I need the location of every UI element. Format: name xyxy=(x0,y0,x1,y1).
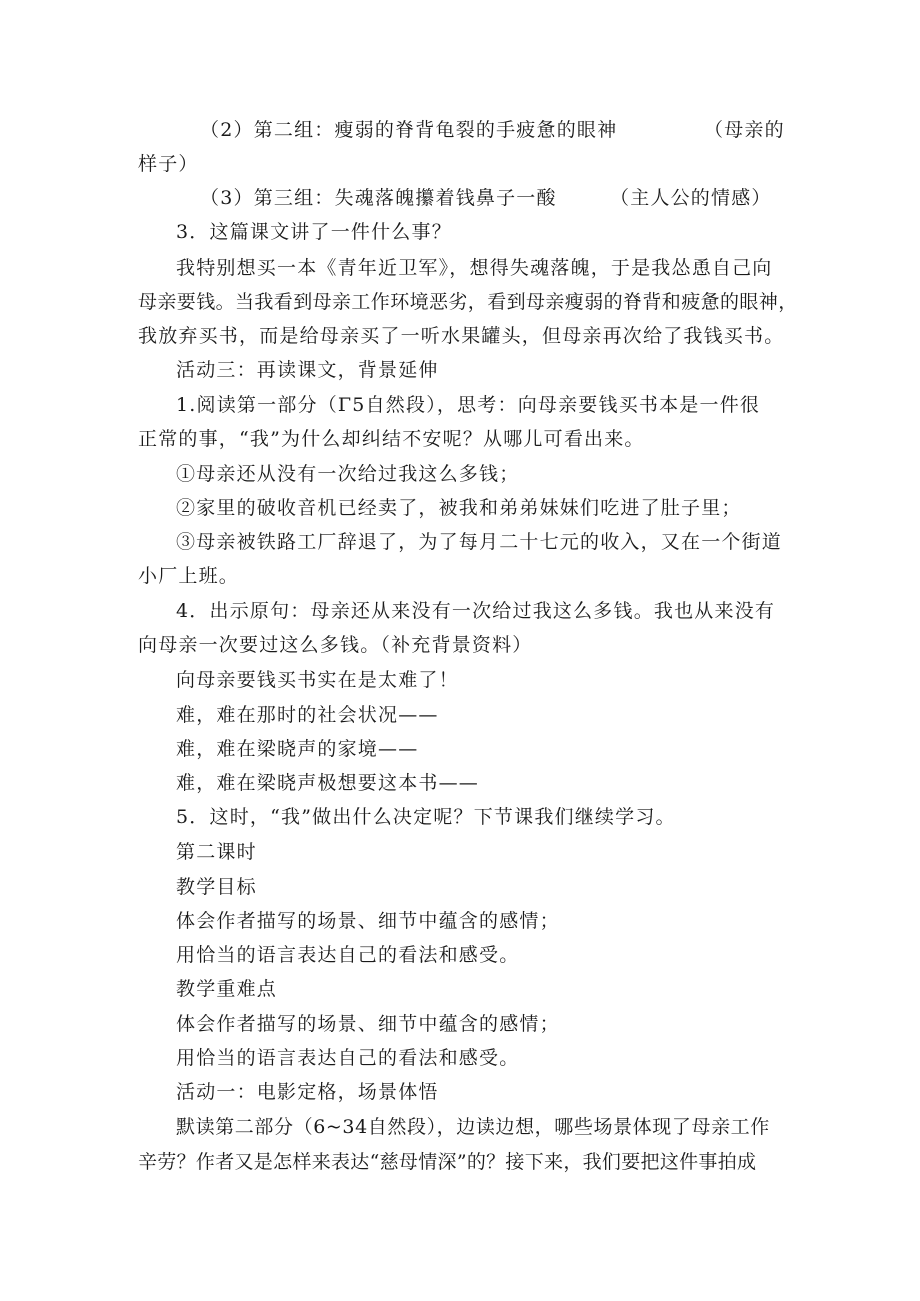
text-line xyxy=(176,256,773,280)
section-heading xyxy=(176,875,257,899)
text-line xyxy=(176,943,519,967)
text-line xyxy=(176,358,439,382)
line-text: 我特别想买一本《青年近卫军》，想得失魂落魄，于是我怂恿自己向 xyxy=(176,257,773,279)
line-text: 体会作者描写的场景、细节中蕴含的感情； xyxy=(176,910,560,932)
line-text: ③母亲被铁路工厂辞退了，为了每月二十七元的收入，又在一个街道 xyxy=(176,531,783,553)
line-text: 样子） xyxy=(138,153,199,175)
line-text: 第二课时 xyxy=(176,841,257,863)
line-text: 用恰当的语言表达自己的看法和感受。 xyxy=(176,1047,520,1069)
text-line xyxy=(176,668,459,692)
text-line xyxy=(138,152,199,176)
text-line xyxy=(138,324,784,348)
text-line xyxy=(704,118,785,142)
line-text: 辛劳？作者又是怎样来表达“慈母情深”的？接下来，我们要把这件事拍成 xyxy=(138,1151,757,1173)
line-text: 5．这时，“我”做出什么决定呢？下节课我们继续学习。 xyxy=(176,806,676,828)
line-text: 体会作者描写的场景、细节中蕴含的感情； xyxy=(176,1013,560,1035)
text-line xyxy=(176,1115,770,1139)
line-text: 母亲要钱。当我看到母亲工作环境恶劣，看到母亲瘦弱的脊背和疲惫的眼神， xyxy=(138,291,798,313)
text-line xyxy=(176,599,775,623)
text-line xyxy=(176,1046,519,1070)
text-line xyxy=(138,290,798,314)
line-text: 向母亲一次要过这么多钱。（补充背景资料） xyxy=(138,634,533,656)
text-line xyxy=(176,462,519,486)
line-text: 用恰当的语言表达自己的看法和感受。 xyxy=(176,944,520,966)
line-text: 我放弃买书，而是给母亲买了一听水果罐头，但母亲再次给了我钱买书。 xyxy=(138,325,785,347)
line-text: （2）第二组：瘦弱的脊背龟裂的手疲惫的眼神 xyxy=(200,119,618,141)
line-text: 活动三：再读课文，背景延伸 xyxy=(176,359,439,381)
text-line xyxy=(138,633,533,657)
line-text: 向母亲要钱买书实在是太难了！ xyxy=(176,669,459,691)
line-text: 活动一：电影定格，场景体悟 xyxy=(176,1081,439,1103)
text-line xyxy=(176,393,760,417)
line-text: 1.阅读第一部分（Γ5自然段），思考：向母亲要钱买书本是一件很 xyxy=(176,394,761,416)
text-line xyxy=(176,805,676,829)
text-line xyxy=(176,737,418,761)
text-line xyxy=(200,118,617,142)
text-line xyxy=(138,427,645,451)
line-text: （3）第三组：失魂落魄攥着钱鼻子一酸 xyxy=(200,187,557,209)
line-text: 正常的事，“我”为什么却纠结不安呢？从哪儿可看出来。 xyxy=(138,428,645,450)
text-line xyxy=(176,909,560,933)
text-line xyxy=(138,564,239,588)
text-line xyxy=(176,771,479,795)
section-heading xyxy=(176,840,257,864)
text-line xyxy=(176,1012,560,1036)
text-line xyxy=(176,530,782,554)
line-text: （主人公的情感） xyxy=(610,187,772,209)
text-line xyxy=(176,220,452,244)
section-heading xyxy=(176,977,277,1001)
line-text: 难，难在梁晓声极想要这本书—— xyxy=(176,772,480,794)
line-text: ①母亲还从没有一次给过我这么多钱； xyxy=(176,463,520,485)
section-heading xyxy=(176,1080,439,1104)
line-text: （母亲的 xyxy=(704,119,785,141)
line-text: 教学重难点 xyxy=(176,978,278,1000)
text-line xyxy=(200,186,557,210)
text-line xyxy=(176,703,439,727)
line-text: 3．这篇课文讲了一件什么事？ xyxy=(176,221,452,243)
line-text: 教学目标 xyxy=(176,876,257,898)
line-text: 默读第二部分（6~34自然段），边读边想，哪些场景体现了母亲工作 xyxy=(176,1116,770,1138)
line-text: 难，难在那时的社会状况—— xyxy=(176,704,439,726)
line-text: 难，难在梁晓声的家境—— xyxy=(176,738,419,760)
text-line xyxy=(176,496,742,520)
line-text: 小厂上班。 xyxy=(138,565,240,587)
line-text: 4．出示原句：母亲还从来没有一次给过我这么多钱。我也从来没有 xyxy=(176,600,776,622)
text-line xyxy=(610,186,772,210)
line-text: ②家里的破收音机已经卖了，被我和弟弟妹妹们吃进了肚子里； xyxy=(176,497,742,519)
text-line xyxy=(138,1150,756,1174)
